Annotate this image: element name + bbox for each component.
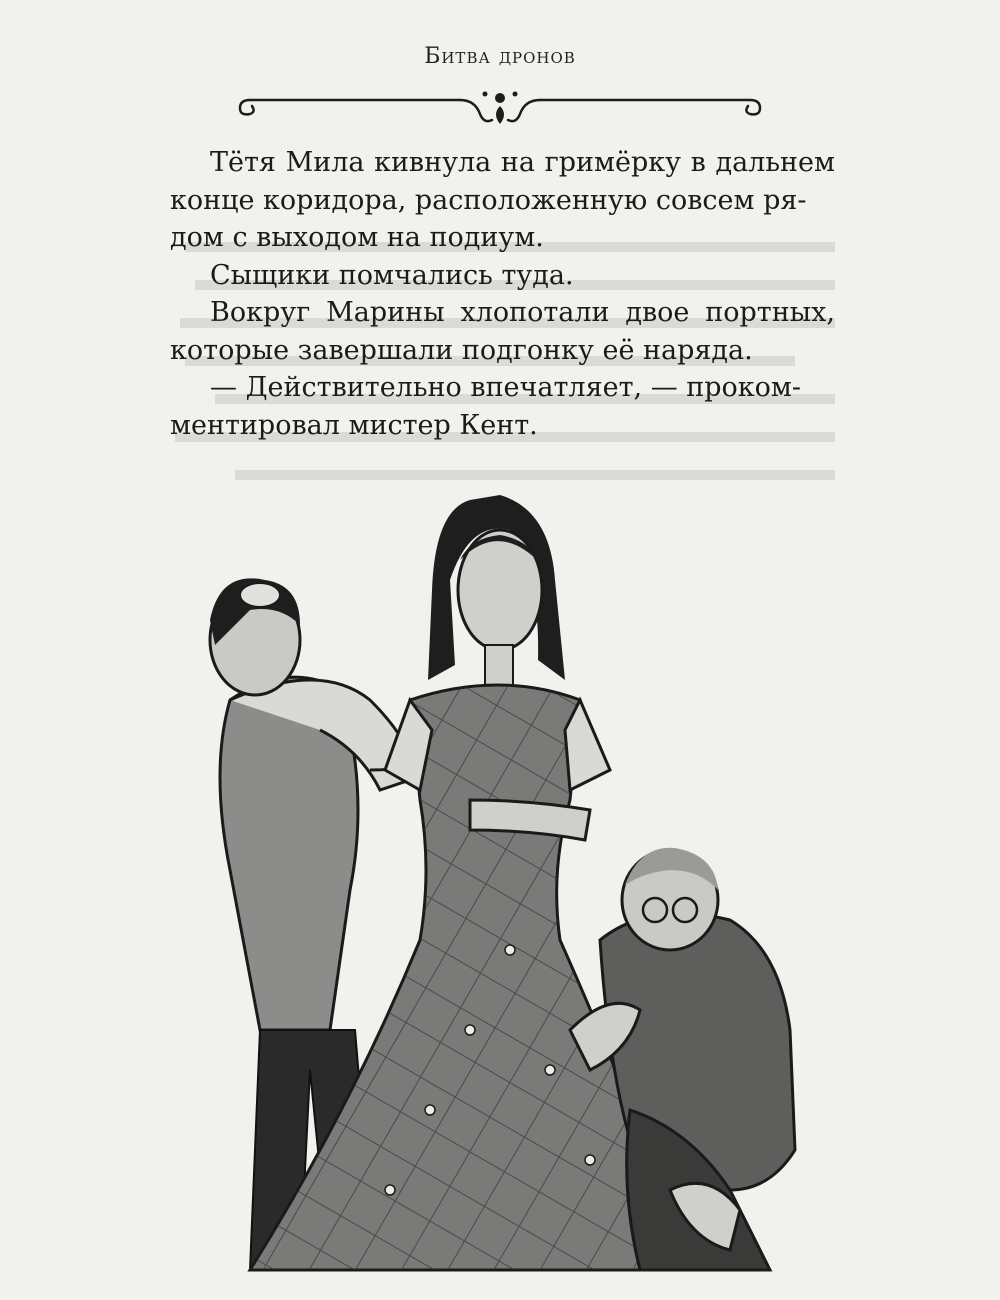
ornament-divider-icon	[230, 80, 770, 130]
body-text	[170, 144, 835, 444]
dialogue-continuation: ментировал мистер Кент.	[170, 409, 538, 441]
paragraph-continuation: дом с выходом на подиум.	[170, 222, 544, 253]
paragraph: Тётя Мила кивнула на гримёрку в дальнем конце коридора, расположенную совсем ря-	[170, 147, 835, 216]
running-title: Битва дронов	[424, 44, 576, 69]
tailors-fitting-dress-icon	[170, 470, 830, 1285]
dialogue-line: — Действительно впечатляет, — проком-	[210, 372, 802, 403]
paragraph: Сыщики помчались туда.	[210, 259, 574, 291]
paragraph: Вокруг Марины хлопотали двое портных, которые завершали подгонку её наряда.	[170, 297, 835, 366]
